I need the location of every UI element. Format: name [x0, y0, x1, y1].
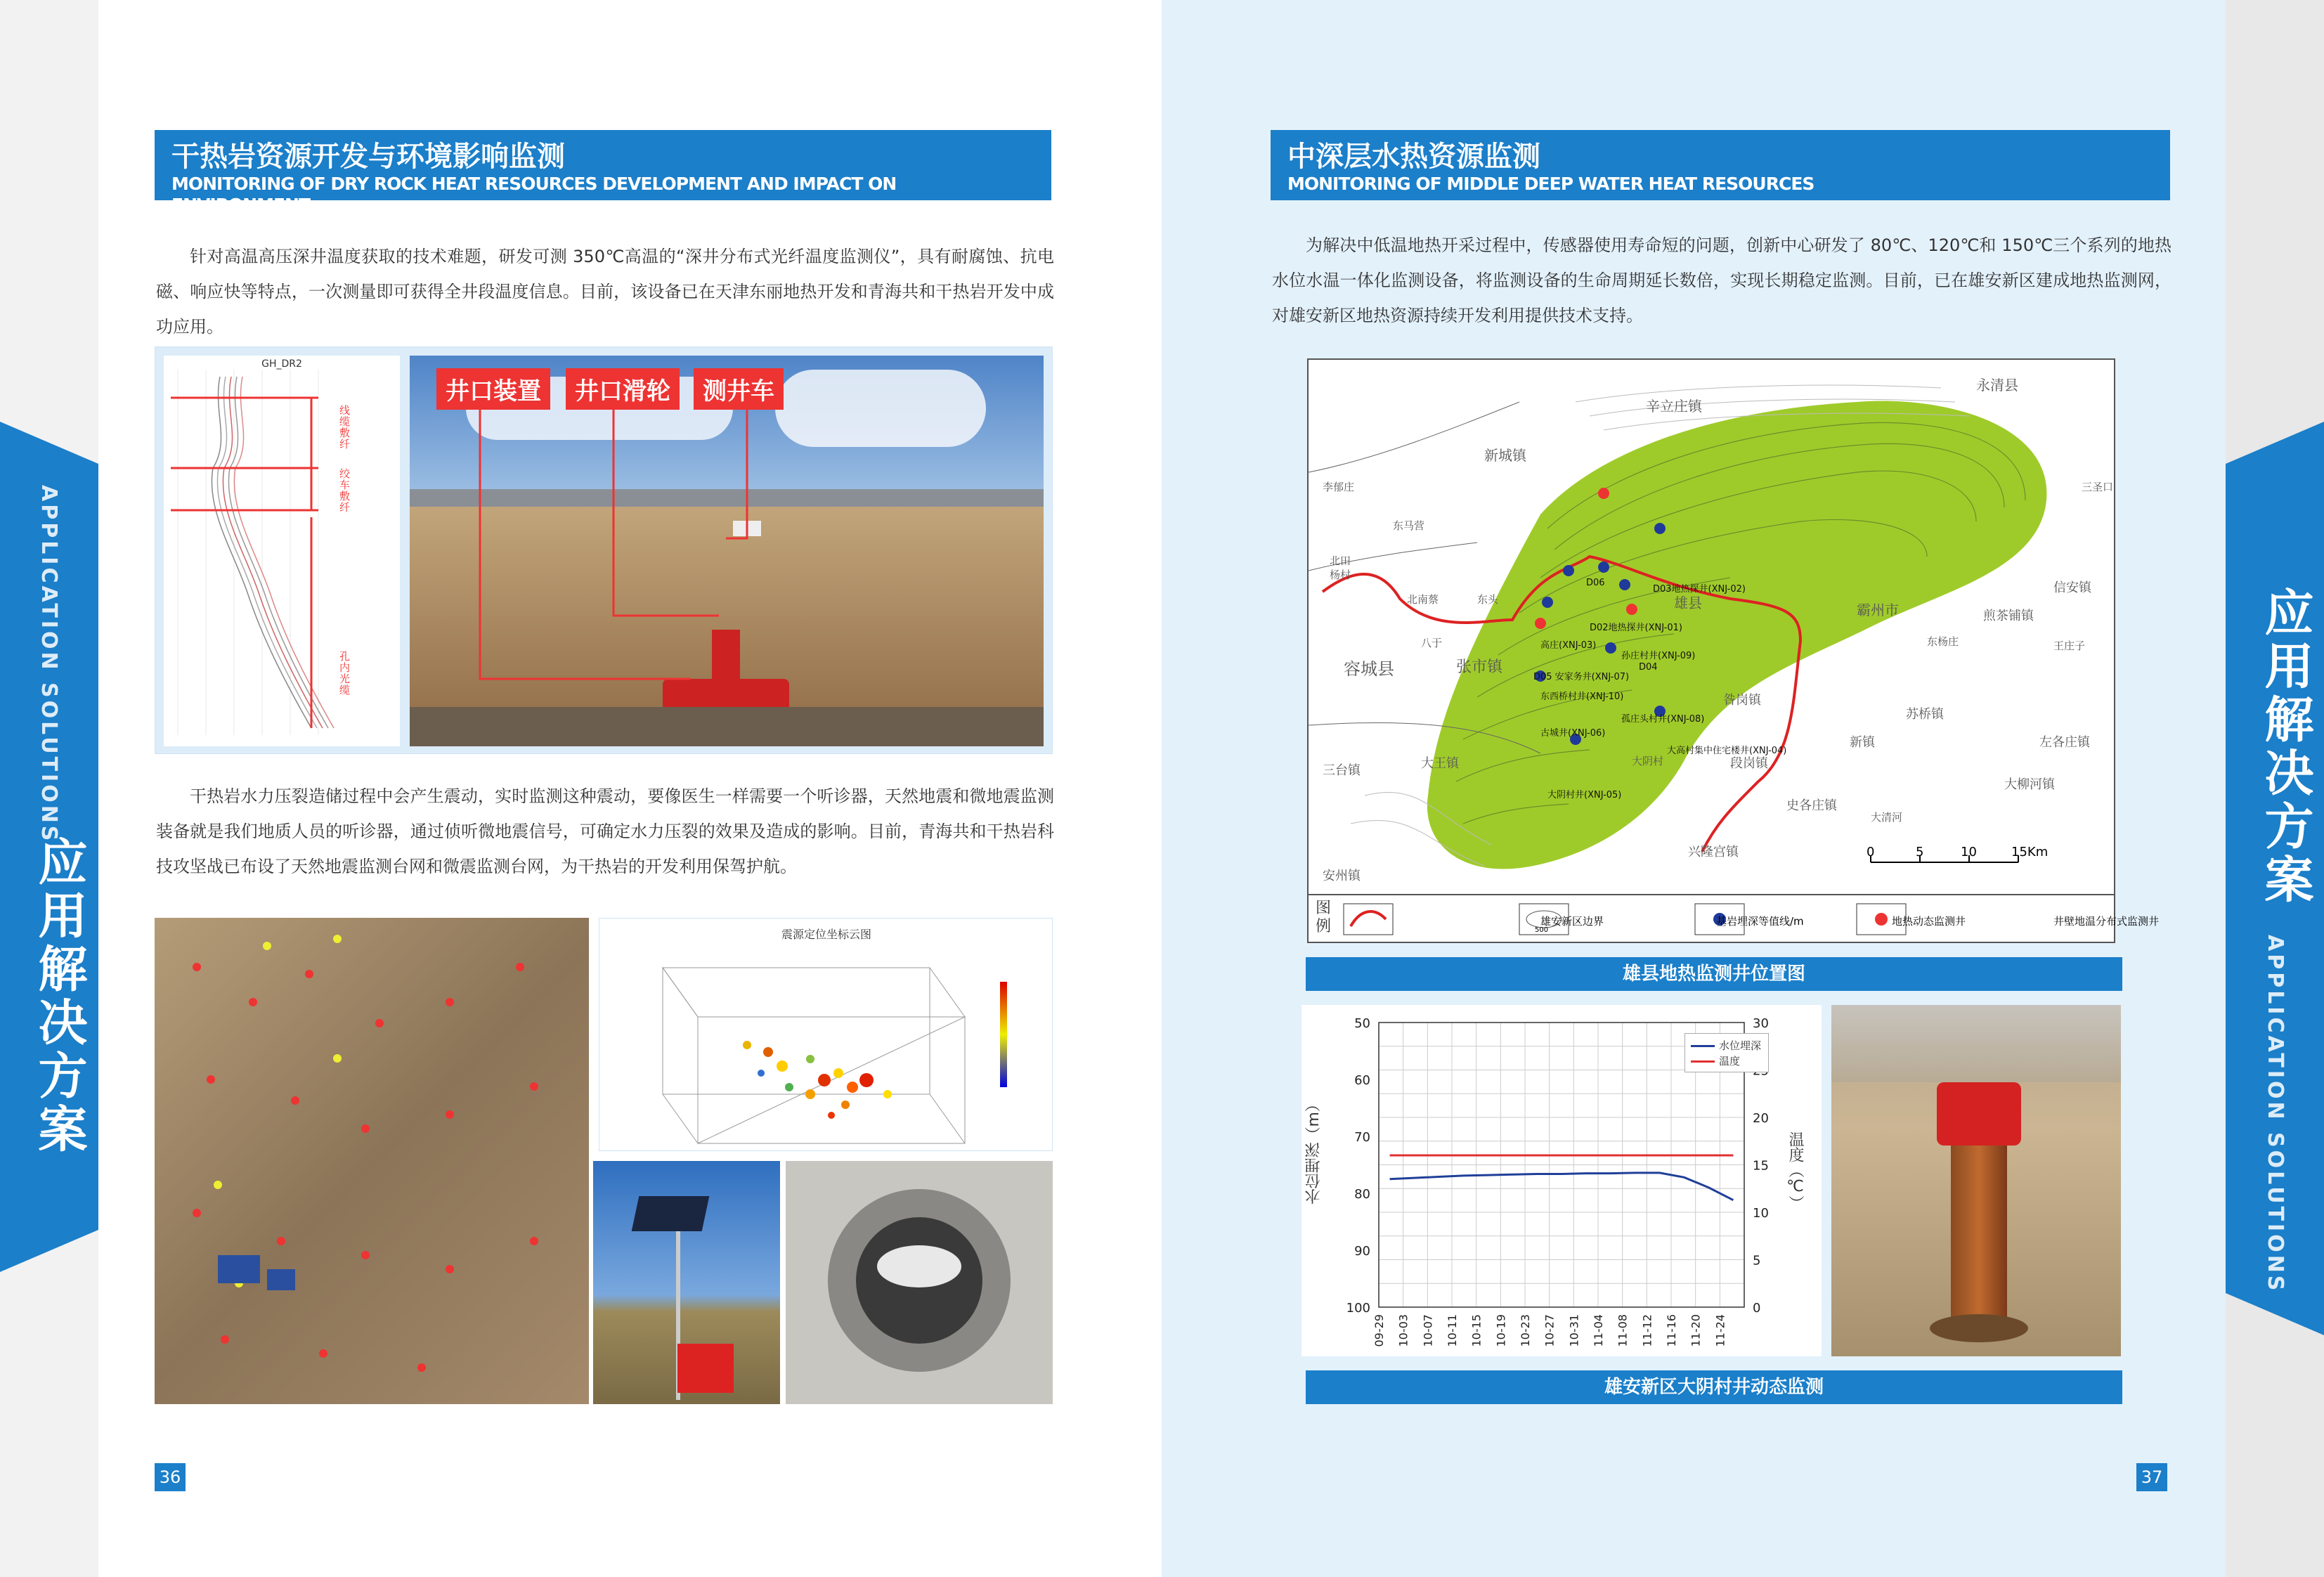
well-label: 古城井(XNJ-06)	[1540, 728, 1606, 739]
chart-ylabel-right: 温度（℃）	[1786, 1131, 1804, 1211]
well-label: D04	[1639, 662, 1658, 673]
town-label: 永清县	[1976, 377, 2018, 394]
well-label: 大高村集中住宅楼井(XNJ-04)	[1667, 746, 1787, 756]
hypocenter-cloud-plot	[599, 940, 1053, 1150]
town-label: 信安镇	[2053, 580, 2091, 595]
well-label: 东西桥村井(XNJ-10)	[1540, 692, 1624, 702]
town-label: 三台镇	[1323, 763, 1361, 778]
x-tick-label: 09-29	[1372, 1314, 1386, 1347]
right-side-en-label: APPLICATION SOLUTIONS	[2263, 935, 2287, 1294]
water-level-temperature-chart	[1301, 1005, 1822, 1356]
x-tick-label: 11-12	[1640, 1314, 1654, 1347]
legend-swatch	[1691, 1060, 1715, 1063]
legend-label-fiber-well: 井壁地温分布式监测井	[2053, 915, 2160, 928]
x-tick-label: 11-08	[1616, 1314, 1630, 1347]
zone-label-1: 线缆敷纤	[339, 404, 351, 450]
right-section-title-cn: 中深层水热资源监测	[1287, 141, 1540, 173]
logging-truck-label: 测井车	[694, 368, 784, 410]
x-tick-label: 10-31	[1567, 1314, 1581, 1347]
y-tick-left: 60	[1354, 1073, 1370, 1088]
hypocenter-cloud-title: 震源定位坐标云图	[781, 928, 871, 941]
map-legend	[1309, 894, 2160, 942]
left-page-number: 36	[155, 1463, 186, 1491]
town-label: 容城县	[1344, 659, 1394, 679]
well-label: D02地热探井(XNJ-01)	[1590, 623, 1682, 633]
x-tick-label: 10-23	[1519, 1314, 1532, 1347]
town-label: 安州镇	[1323, 869, 1361, 883]
well-label: D03地热探井(XNJ-02)	[1653, 584, 1746, 595]
map-drawing	[1309, 360, 2114, 894]
legend-label: 温度	[1719, 1055, 1741, 1067]
town-label: 北田	[1330, 554, 1351, 567]
left-paragraph-1: 针对高温高压深井温度获取的技术难题，研发可测 350℃高温的“深井分布式光纤温度监测仪”，具有耐腐蚀、抗电磁、响应快等特点，一次测量即可获得全井段温度信息。目前，该设备已在天津东丽地热开发和青海共和干热岩开发中成功应用。	[156, 247, 1054, 337]
map-caption: 雄县地热监测井位置图	[1306, 957, 2122, 991]
town-label: 李郁庄	[1323, 481, 1355, 493]
series-line	[1390, 1173, 1734, 1200]
right-section-title-en: MONITORING OF MIDDLE DEEP WATER HEAT RESOURCES	[1287, 174, 1815, 194]
left-section-header	[155, 130, 1051, 215]
legend-swatch	[1691, 1045, 1715, 1047]
well-label: 大阴村井(XNJ-05)	[1547, 790, 1622, 800]
well-label: D06	[1586, 578, 1605, 588]
town-label: 昝岗镇	[1723, 693, 1761, 708]
y-tick-right: 5	[1753, 1253, 1761, 1268]
left-side-cn-label: 应用解决方案	[30, 836, 88, 1157]
well-temperature-profile	[164, 356, 400, 746]
x-tick-label: 11-16	[1665, 1314, 1678, 1347]
town-label: 辛立庄镇	[1646, 398, 1702, 415]
borehole-sensor-photo	[786, 1161, 1053, 1404]
well-label: D05 安家务井(XNJ-07)	[1533, 672, 1630, 682]
x-tick-label: 10-03	[1396, 1314, 1410, 1347]
zone-label-3: 孔内光缆	[339, 650, 351, 696]
y-tick-right: 15	[1753, 1158, 1769, 1174]
town-label: 雄县	[1674, 595, 1702, 611]
x-tick-label: 10-11	[1446, 1314, 1459, 1347]
right-page-number: 37	[2136, 1463, 2167, 1491]
scale-tick: 0	[1867, 845, 1875, 859]
town-label: 东杨庄	[1927, 635, 1959, 648]
wellhead-pulley-label: 井口滑轮	[566, 368, 680, 410]
right-side-cn-label: 应用解决方案	[2257, 587, 2314, 907]
y-tick-right: 20	[1753, 1111, 1769, 1126]
solar-seismic-station-photo	[593, 1161, 780, 1404]
legend-label-boundary: 雄安新区边界	[1540, 915, 1604, 928]
monitoring-wellhead-photo	[1831, 1005, 2121, 1356]
legend-contour-tag: 500	[1535, 926, 1549, 934]
y-tick-right: 30	[1753, 1016, 1769, 1031]
town-label: 新镇	[1850, 735, 1875, 750]
town-label: 霸州市	[1857, 602, 1899, 618]
town-label: 北南蔡	[1407, 593, 1439, 606]
x-tick-label: 10-27	[1543, 1314, 1557, 1347]
geothermal-well-map	[1307, 358, 2160, 943]
chart-legend	[1684, 1033, 1769, 1072]
scale-tick: 5	[1916, 845, 1924, 859]
town-label: 苏桥镇	[1906, 707, 1944, 722]
right-paragraph: 为解决中低温地热开采过程中，传感器使用寿命短的问题，创新中心研发了 80℃、120℃和 150℃三个系列的地热水位水温一体化监测设备，将监测设备的生命周期延长数倍，实现长期稳定监测。目前，已在雄安新区建成地热监测网，对雄安新区地热资源持续开发利用提供技术支持。	[1272, 235, 2172, 325]
town-label: 史各庄镇	[1786, 798, 1837, 813]
zone-label-2: 绞车敷纤	[339, 467, 351, 514]
x-tick-label: 11-24	[1713, 1314, 1727, 1347]
photo-annotation-lines	[410, 356, 1044, 746]
town-label: 张市镇	[1456, 658, 1503, 676]
left-section-title-en: MONITORING OF DRY ROCK HEAT RESOURCES DEVELOPMENT AND IMPACT ON ENVIRONMENT	[171, 174, 897, 215]
town-label: 大阴村	[1632, 755, 1664, 767]
well-label: 孤庄头村井(XNJ-08)	[1621, 714, 1705, 725]
town-label: 东马营	[1393, 519, 1425, 532]
town-label: 杨村	[1330, 569, 1351, 581]
chart-ylabel-left: 水位埋深（m）	[1305, 1096, 1323, 1205]
legend-label-dynamic-well: 地热动态监测井	[1892, 915, 1966, 928]
x-tick-label: 11-20	[1689, 1314, 1703, 1347]
y-tick-right: 10	[1753, 1206, 1769, 1221]
town-label: 煎茶铺镇	[1983, 609, 2034, 623]
left-paragraph-2: 干热岩水力压裂造储过程中会产生震动，实时监测这种震动，要像医生一样需要一个听诊器，天然地震和微地震监测装备就是我们地质人员的听诊器，通过侦听微地震信号，可确定水力压裂的效果及造成的影响。目前，青海共和干热岩科技攻坚战已布设了天然地震监测台网和微震监测台网，为干热岩的开发利用保驾护航。	[156, 786, 1054, 876]
legend-label: 水位埋深	[1719, 1039, 1762, 1052]
left-side-en-label: APPLICATION SOLUTIONS	[37, 485, 61, 844]
fiber-monitoring-figure	[155, 346, 1053, 754]
x-tick-label: 11-04	[1592, 1314, 1605, 1347]
town-label: 八于	[1421, 637, 1443, 649]
legend-label-contour: 基岩埋深等值线/m	[1716, 915, 1804, 928]
y-tick-left: 90	[1354, 1244, 1370, 1259]
wellhead-device-label: 井口装置	[436, 368, 550, 410]
y-tick-left: 70	[1354, 1130, 1370, 1145]
legend-title: 图例	[1316, 900, 1332, 935]
town-label: 大王镇	[1421, 756, 1459, 771]
x-tick-label: 10-19	[1494, 1314, 1508, 1347]
well-label: 高庄(XNJ-03)	[1540, 640, 1597, 651]
town-label: 大柳河镇	[2004, 777, 2055, 792]
scale-tick: 10	[1961, 845, 1977, 859]
scale-tick: 15Km	[2011, 845, 2049, 859]
town-label: 新城镇	[1484, 447, 1526, 464]
town-label: 左各庄镇	[2039, 735, 2090, 750]
well-profile-plot	[164, 370, 400, 742]
town-label: 王庄子	[2053, 640, 2086, 652]
well-label: 孙庄村井(XNJ-09)	[1621, 651, 1696, 661]
x-tick-label: 10-07	[1421, 1314, 1435, 1347]
station-markers	[155, 918, 589, 1404]
chart-caption: 雄安新区大阴村井动态监测	[1306, 1370, 2122, 1404]
y-tick-left: 50	[1354, 1016, 1370, 1031]
right-section-header	[1271, 130, 2170, 200]
town-label: 段岗镇	[1730, 756, 1768, 771]
y-tick-left: 80	[1354, 1187, 1370, 1202]
seismic-network-satellite-map	[155, 918, 589, 1404]
hypocenter-cloud-figure	[599, 918, 1053, 1151]
town-label: 东头	[1477, 593, 1499, 606]
town-label: 三圣口	[2082, 481, 2114, 493]
town-label: 大清河	[1871, 811, 1903, 824]
well-profile-title: GH_DR2	[261, 358, 302, 370]
x-tick-label: 10-15	[1469, 1314, 1484, 1347]
left-section-title-cn: 干热岩资源开发与环境影响监测	[171, 141, 565, 173]
town-label: 兴隆宫镇	[1688, 845, 1739, 859]
y-tick-left: 100	[1346, 1301, 1370, 1316]
y-tick-right: 0	[1753, 1301, 1761, 1316]
